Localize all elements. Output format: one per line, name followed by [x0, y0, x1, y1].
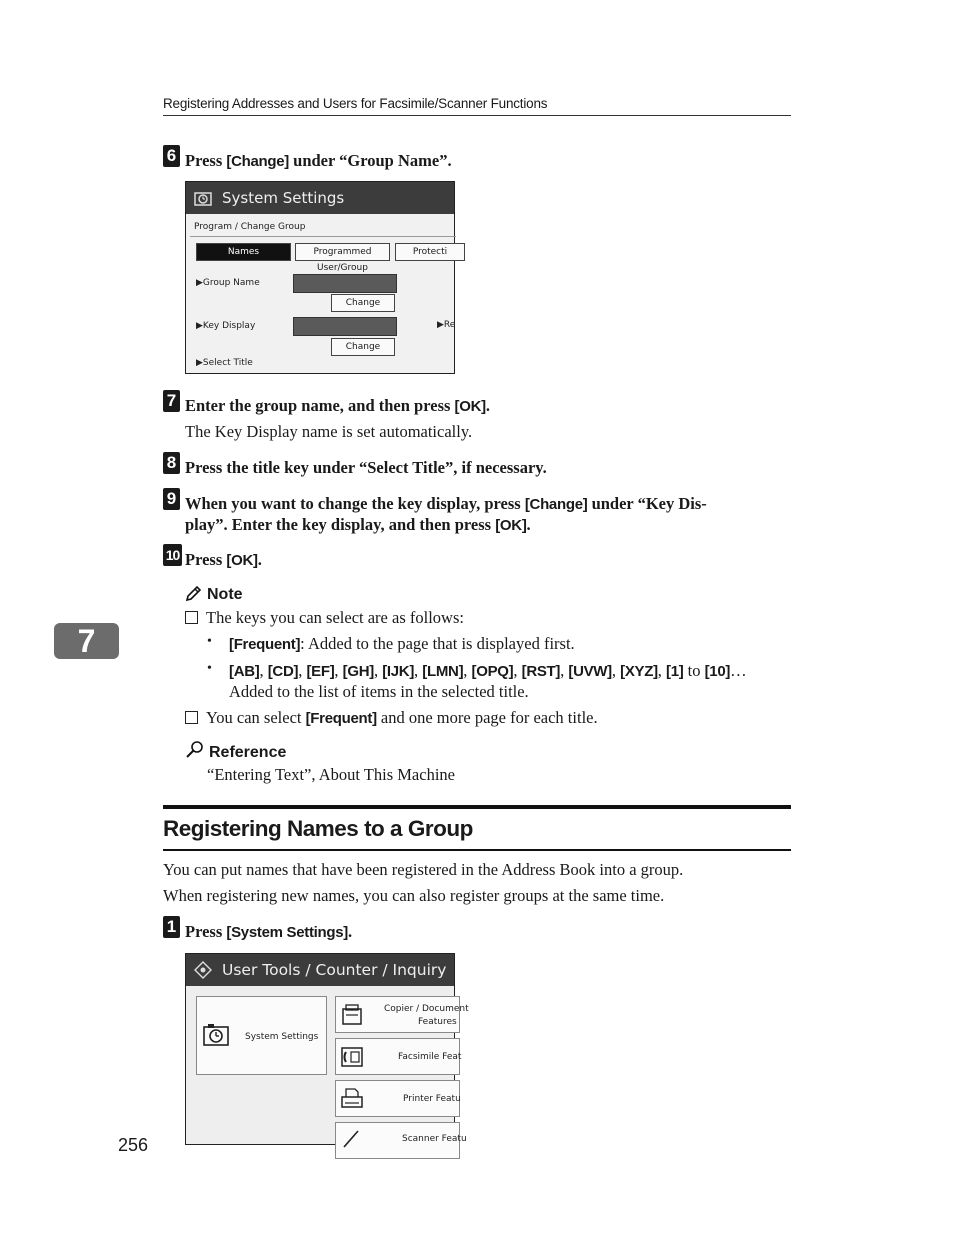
change-key: [Change] [524, 496, 588, 513]
scanner-label: Scanner Featu [402, 1134, 467, 1144]
copier-document-features-button[interactable] [335, 996, 469, 1033]
step-number: 9 [163, 488, 180, 510]
facsimile-features-button[interactable] [335, 1038, 460, 1075]
checkbox-bullet [185, 711, 198, 724]
bullet-dot: • [207, 634, 212, 649]
facsimile-icon [340, 1045, 364, 1069]
screen-title-bar [186, 182, 454, 214]
reference-heading: Reference [185, 740, 286, 762]
note-heading: Note [185, 584, 243, 604]
breadcrumb: Program / Change Group [194, 222, 306, 232]
ok-key: [OK] [226, 552, 258, 569]
note-item-2: You can select [Frequent] and one more page for each title. [185, 708, 598, 729]
scanner-icon [340, 1127, 364, 1151]
screen-title-bar [186, 954, 454, 986]
copier-icon [340, 1003, 364, 1027]
system-settings-icon [203, 1023, 229, 1047]
scanner-features-button[interactable] [335, 1122, 467, 1159]
note-bullet-1: [Frequent]: Added to the page that is displayed first. [229, 634, 575, 653]
group-name-label: ▶Group Name [196, 278, 260, 288]
step-7-body: The Key Display name is set automatically. [185, 422, 473, 441]
group-name-change-button[interactable]: Change [331, 294, 395, 312]
step-number: 7 [163, 390, 180, 412]
facsimile-label: Facsimile Feat [398, 1052, 462, 1062]
step-6-text: Press [Change] under “Group Name”. [185, 151, 452, 170]
magnifier-icon [185, 740, 205, 760]
section-paragraph-line-2: When registering new names, you can also register groups at the same time. [163, 886, 665, 905]
section-rule [163, 849, 791, 851]
tab-protection[interactable]: Protecti [395, 243, 465, 261]
key-display-label: ▶Key Display [196, 321, 256, 331]
right-marker: ▶Re [437, 320, 456, 330]
step-number: 8 [163, 452, 180, 474]
step-1-text: Press [System Settings]. [185, 922, 353, 941]
running-header: Registering Addresses and Users for Facsimile/Scanner Functions [163, 96, 548, 111]
copier-label-line-2: Features [418, 1017, 457, 1027]
step-number: 1 [163, 916, 180, 938]
select-title-label: ▶Select Title [196, 358, 253, 368]
printer-label: Printer Featu [403, 1094, 461, 1104]
reference-text: “Entering Text”, About This Machine [207, 765, 455, 784]
screen-title: User Tools / Counter / Inquiry [222, 961, 447, 979]
step-number: 6 [163, 145, 180, 167]
user-tools-icon [194, 961, 212, 979]
printer-features-button[interactable] [335, 1080, 460, 1117]
section-rule [163, 805, 791, 809]
system-settings-label: System Settings [245, 1032, 319, 1042]
key-display-field[interactable] [293, 317, 397, 336]
step-number: 10 [163, 544, 182, 566]
page-number: 256 [118, 1135, 149, 1155]
change-key: [Change] [226, 153, 290, 170]
key-display-change-button[interactable]: Change [331, 338, 395, 356]
printer-icon [340, 1087, 364, 1111]
section-title: Registering Names to a Group [163, 816, 473, 841]
system-settings-icon [194, 189, 212, 207]
ok-key: [OK] [495, 517, 527, 534]
pencil-icon [185, 584, 203, 602]
chapter-tab: 7 [54, 623, 119, 659]
divider [190, 236, 456, 237]
user-tools-screenshot [185, 953, 469, 1145]
screen-title: System Settings [222, 189, 345, 207]
step-10-text: Press [OK]. [185, 550, 262, 569]
note-bullet-2: [AB], [CD], [EF], [GH], [IJK], [LMN], [OPQ], [RST], [UVW], [XYZ], [1] to [10]… Added to the list of items in the selected title. [229, 661, 747, 701]
section-paragraph-line-1: You can put names that have been registered in the Address Book into a group. [163, 860, 684, 879]
copier-label-line-1: Copier / Document [384, 1004, 469, 1014]
step-7-text: Enter the group name, and then press [OK]. [185, 396, 490, 415]
note-item-1: The keys you can select are as follows: [185, 608, 464, 628]
checkbox-bullet [185, 611, 198, 624]
bullet-dot: • [207, 661, 212, 676]
group-name-field[interactable] [293, 274, 397, 293]
step-9-text: When you want to change the key display, press [Change] under “Key Dis- play”. Enter the key display, and then press [OK]. [185, 494, 707, 534]
tab-names[interactable]: Names [196, 243, 291, 261]
step-8-text: Press the title key under “Select Title”, if necessary. [185, 458, 547, 477]
ok-key: [OK] [454, 398, 486, 415]
system-settings-key: [System Settings] [226, 924, 349, 941]
system-settings-screenshot [185, 181, 455, 374]
header-rule [163, 115, 791, 116]
tab-programmed-user-group[interactable]: Programmed User/Group [295, 243, 390, 261]
system-settings-button[interactable] [196, 996, 327, 1075]
